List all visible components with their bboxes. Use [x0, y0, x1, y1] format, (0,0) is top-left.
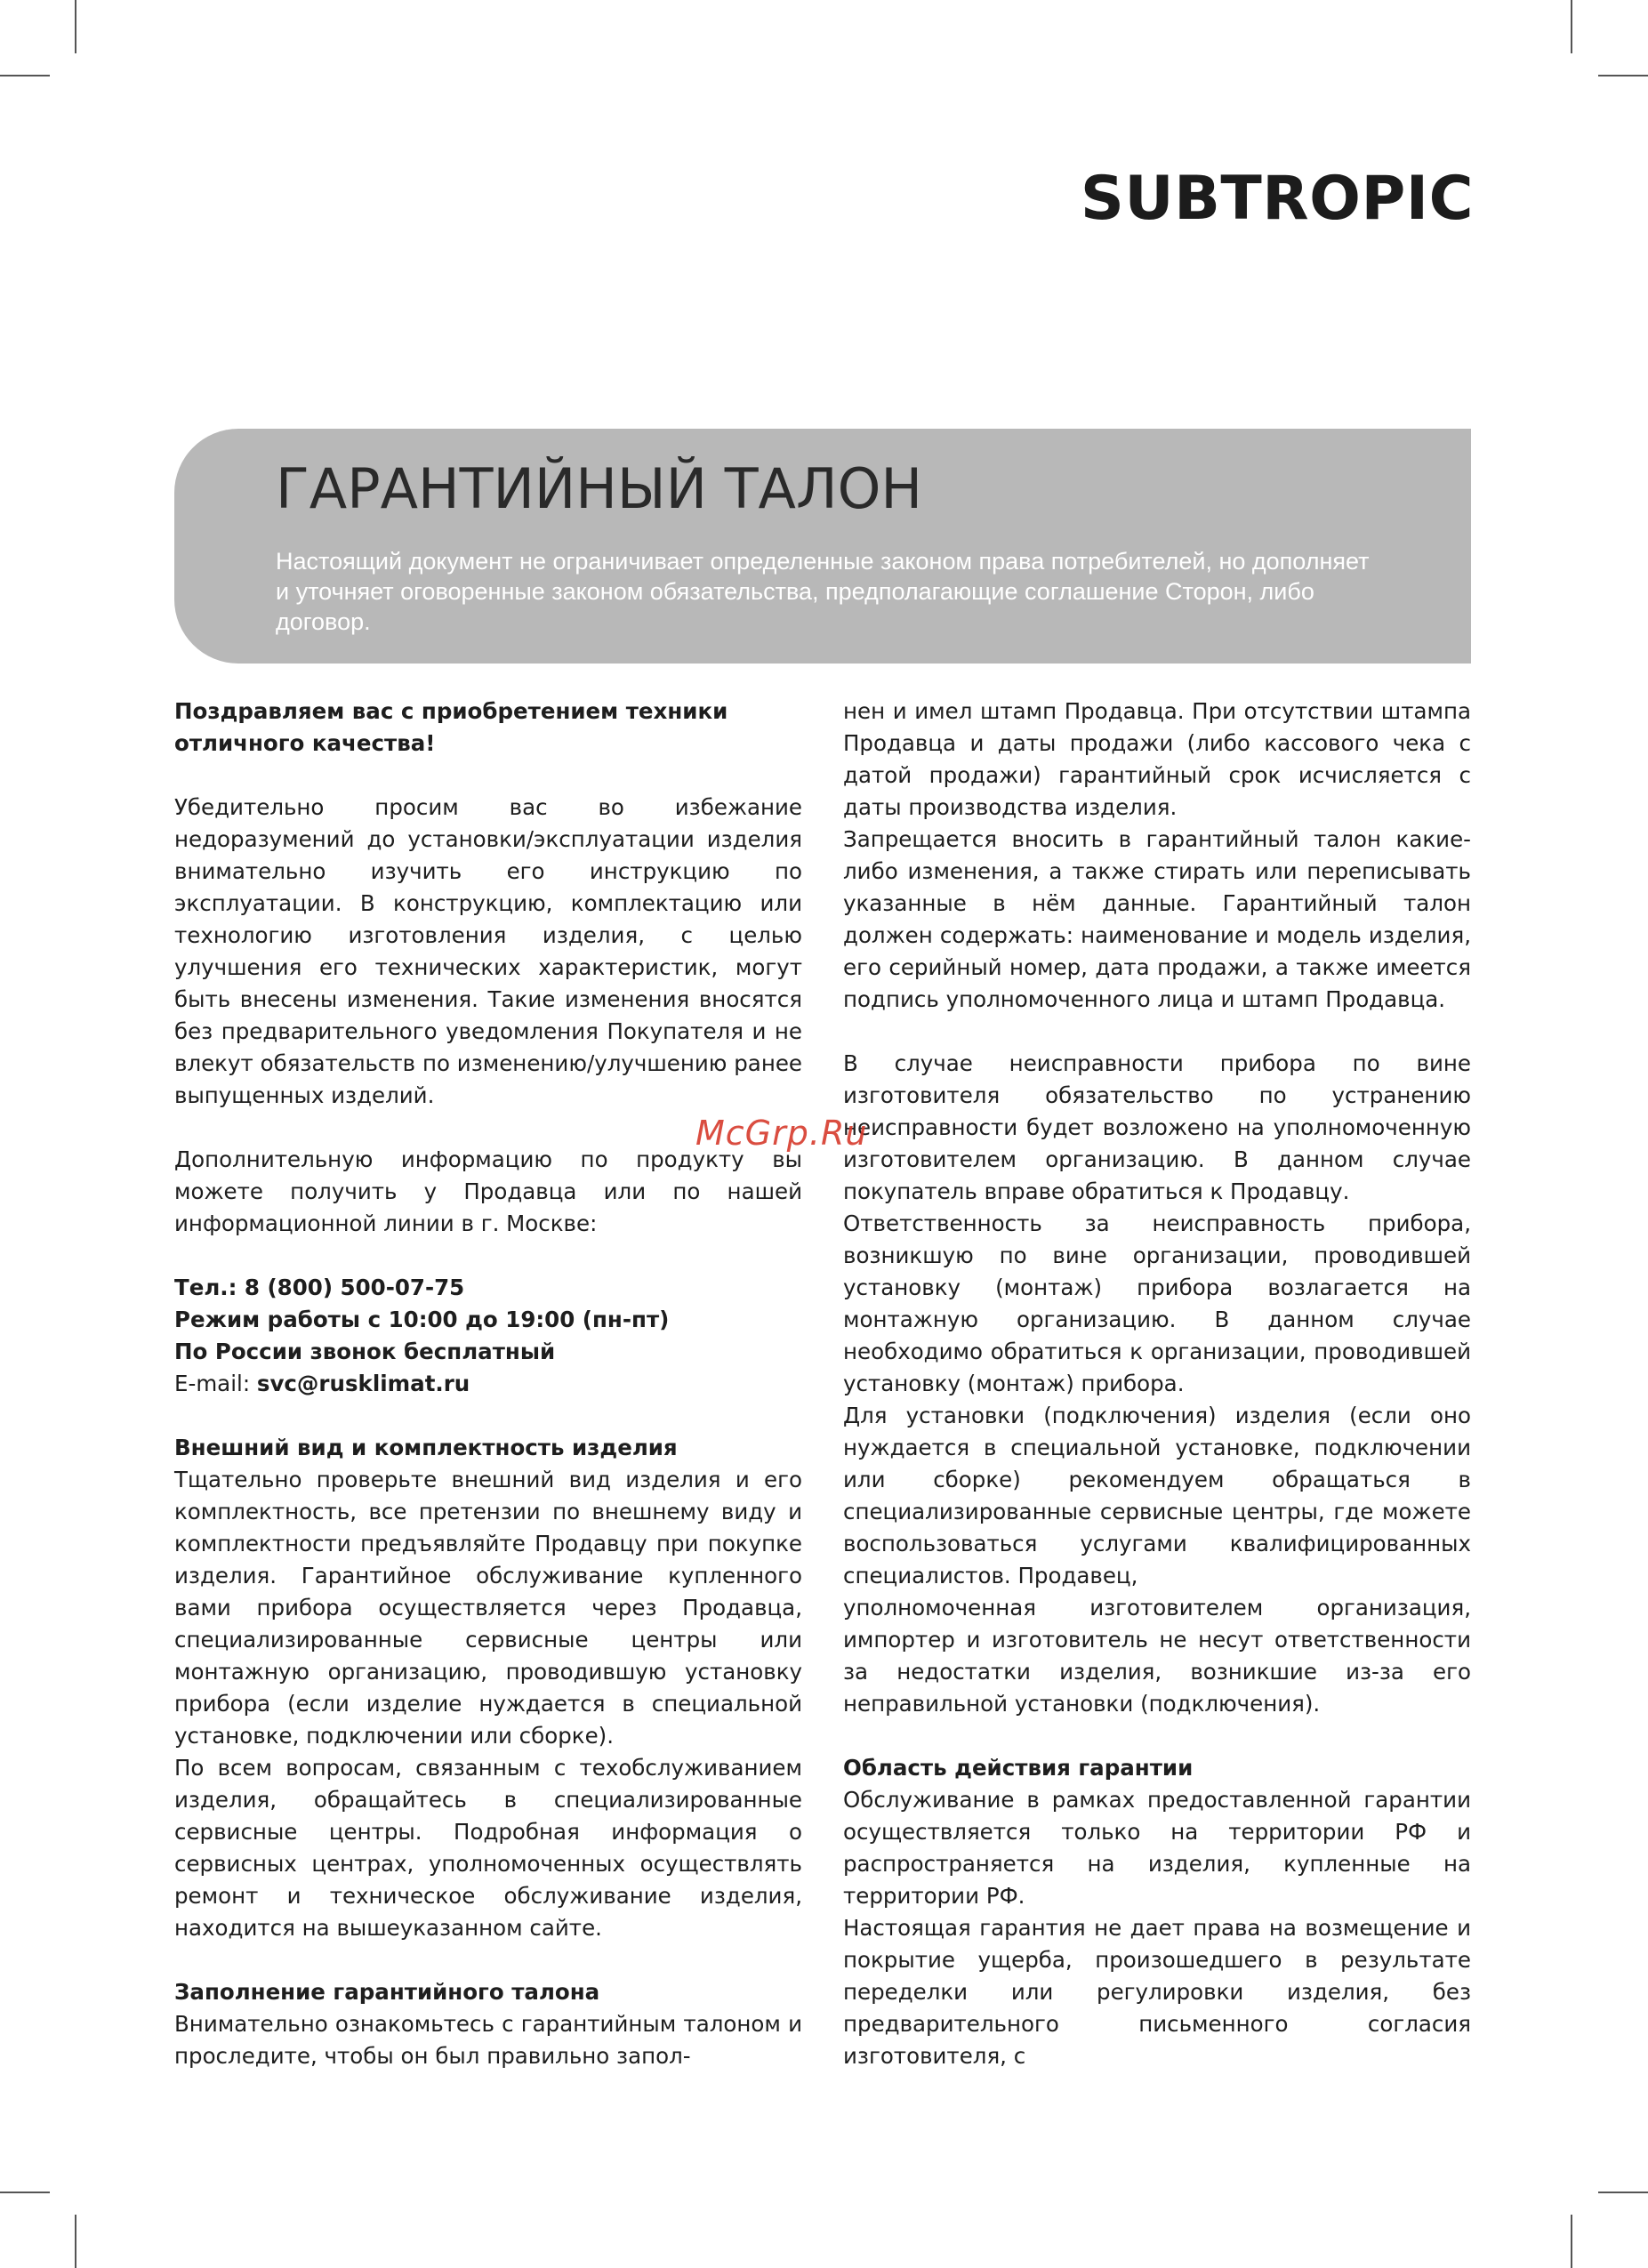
paragraph: Настоящая гарантия не дает права на возмещение и покрытие ущерба, произошедшего в результате переделки или регулировки изделия, без предварительного письменного согласия изготовителя, с	[843, 1915, 1471, 2069]
paragraph: Ответственность за неисправность прибора, возникшую по вине организации, проводившей установку (монтаж) прибора возлагается на монтажную организацию. В данном случае необходимо обратиться к организации, проводившей установку (монтаж) прибора.	[843, 1210, 1471, 1396]
section-heading: Внешний вид и комплектность изделия	[174, 1435, 678, 1460]
watermark: McGrp.Ru	[695, 1114, 868, 1153]
paragraph: нен и имел штамп Продавца. При отсутствии штампа Продавца и даты продажи (либо кассового чека с датой продажи) гарантийный срок исчисляется с даты производства изделия.	[843, 698, 1471, 820]
paragraph: По всем вопросам, связанным с техобслуживанием изделия, обращайтесь в специализированные сервисные центры. Подробная информация о сервисных центрах, уполномоченных осуществлять ремонт и техническое обслуживание изделия, находится на вышеуказанном сайте.	[174, 1755, 802, 1941]
crop-mark-top-right	[1598, 75, 1648, 76]
crop-mark-bottom-right	[1571, 2215, 1572, 2268]
banner-text: Настоящий документ не ограничивает определенные законом права потребителей, но дополняет и уточняет оговоренные законом обязательства, предполагающие соглашение Сторон, либо договор.	[276, 548, 1370, 635]
crop-mark-bottom-left	[75, 2215, 76, 2268]
crop-mark-bottom-right	[1598, 2192, 1648, 2193]
paragraph: Убедительно просим вас во избежание недоразумений до установки/эксплуатации изделия внимательно изучить его инструкцию по эксплуатации. В конструкцию, комплектацию или технологию изготовления изделия, с целью улучшения его технических характеристик, могут быть внесены изменения. Такие изменения вносятся без предварительного уведомления Покупателя и не влекут обязательств по изменению/улучшению ранее выпущенных изделий.	[174, 794, 802, 1108]
contact-phone: Тел.: 8 (800) 500-07-75	[174, 1275, 465, 1300]
paragraph: Дополнительную информацию по продукту вы можете получить у Продавца или по нашей информационной линии в г. Москве:	[174, 1146, 802, 1236]
left-column	[174, 696, 802, 2072]
paragraph: Для установки (подключения) изделия (если оно нуждается в специальной установке, подключении или сборке) рекомендуем обращаться в специализированные сервисные центры, где можете воспользоваться услугами квалифицированных специалистов. Продавец,	[843, 1403, 1471, 1588]
paragraph: Тщательно проверьте внешний вид изделия и его комплектность, все претензии по внешнему виду и комплектности предъявляйте Продавцу при покупке изделия. Гарантийное обслуживание купленного вами прибора осуществляется через Продавца, специализированные сервисные центры или монтажную организацию, проводившую установку прибора (если изделие нуждается в специальной установке, подключении или сборке).	[174, 1467, 802, 1749]
right-column	[843, 696, 1471, 2072]
brand-logo: SUBTROPIC	[1080, 164, 1474, 234]
paragraph: уполномоченная изготовителем организация, импортер и изготовитель не несут ответственности за недостатки изделия, возникшие из-за его неправильной установки (подключения).	[843, 1595, 1471, 1717]
email-link[interactable]: svc@rusklimat.ru	[256, 1371, 470, 1396]
crop-mark-top-left	[75, 0, 76, 53]
paragraph: Запрещается вносить в гарантийный талон какие-либо изменения, а также стирать или переписывать указанные в нём данные. Гарантийный талон должен содержать: наименование и модель изделия, его серийный номер, дата продажи, а также имеется подпись уполномоченного лица и штамп Продавца.	[843, 826, 1471, 1012]
crop-mark-top-left	[0, 75, 50, 76]
paragraph: Внимательно ознакомьтесь с гарантийным талоном и проследите, чтобы он был правильно запол-	[174, 2011, 802, 2069]
section-heading: Заполнение гарантийного талона	[174, 1979, 600, 2005]
contact-hours: Режим работы с 10:00 до 19:00 (пн-пт)	[174, 1307, 670, 1332]
section-heading: Область действия гарантии	[843, 1755, 1194, 1781]
page-title: ГАРАНТИЙНЫЙ ТАЛОН	[276, 456, 923, 521]
paragraph: Обслуживание в рамках предоставленной гарантии осуществляется только на территории РФ и распространяется на изделия, купленные на территории РФ.	[843, 1787, 1471, 1909]
paragraph: В случае неисправности прибора по вине изготовителя обязательство по устранению неисправности будет возложено на уполномоченную изготовителем организацию. В данном случае покупатель вправе обратиться к Продавцу.	[843, 1050, 1471, 1204]
email-label: E-mail:	[174, 1371, 257, 1396]
crop-mark-top-right	[1571, 0, 1572, 53]
crop-mark-bottom-left	[0, 2192, 50, 2193]
title-banner	[174, 429, 1471, 664]
contact-email-line	[174, 1368, 802, 1400]
contact-free-call: По России звонок бесплатный	[174, 1339, 556, 1364]
intro-heading: Поздравляем вас с приобретением техники отличного качества!	[174, 698, 728, 756]
